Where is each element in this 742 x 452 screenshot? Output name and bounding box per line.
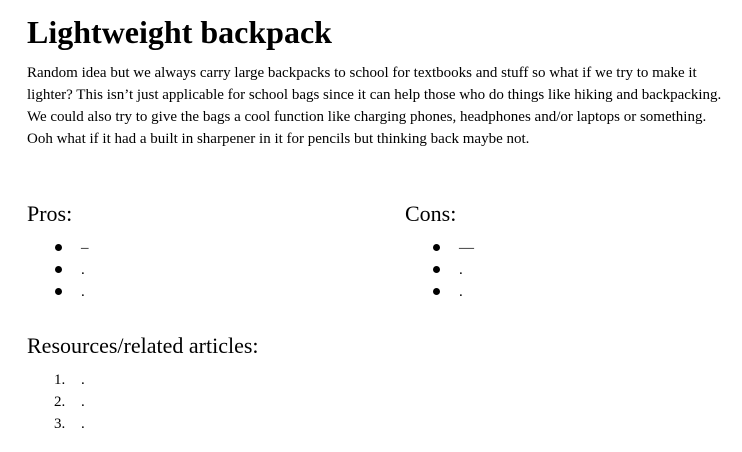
resources-section bbox=[27, 332, 627, 435]
cons-item-text: — bbox=[459, 240, 474, 256]
pros-list bbox=[27, 237, 327, 303]
bullet-icon bbox=[55, 266, 62, 273]
cons-list-item bbox=[405, 281, 705, 303]
pros-list-item bbox=[27, 259, 327, 281]
pros-list-item bbox=[27, 237, 327, 259]
cons-list-item bbox=[405, 259, 705, 281]
cons-item-text: . bbox=[459, 284, 463, 300]
resources-list bbox=[27, 369, 627, 435]
resources-item-text: . bbox=[81, 372, 85, 388]
cons-heading: Cons: bbox=[405, 201, 457, 226]
pros-item-text: – bbox=[81, 240, 89, 256]
cons-item-text: . bbox=[459, 262, 463, 278]
cons-list-item bbox=[405, 237, 705, 259]
bullet-icon bbox=[433, 288, 440, 295]
resources-list-item bbox=[27, 391, 627, 413]
bullet-icon bbox=[55, 244, 62, 251]
bullet-icon bbox=[433, 266, 440, 273]
list-number: 2. bbox=[54, 394, 66, 410]
page-title: Lightweight backpack bbox=[27, 14, 332, 50]
resources-item-text: . bbox=[81, 394, 85, 410]
description-paragraph: Random idea but we always carry large backpacks to school for textbooks and stuff so what if we try to make it lighter? This isn’t just applicable for school bags since it can help those who do things like hiking and backpacking. We could also try to give the bags a cool function like charging phones, headphones and/or laptops or something. Ooh what if it had a built in sharpener in it for pencils but thinking back maybe not. bbox=[27, 65, 722, 147]
cons-list bbox=[405, 237, 705, 303]
resources-heading: Resources/related articles: bbox=[27, 333, 259, 358]
cons-section bbox=[405, 200, 705, 303]
bullet-icon bbox=[433, 244, 440, 251]
pros-heading: Pros: bbox=[27, 201, 73, 226]
pros-section bbox=[27, 200, 327, 303]
pros-item-text: . bbox=[81, 284, 85, 300]
list-number: 3. bbox=[54, 416, 66, 432]
resources-list-item bbox=[27, 413, 627, 435]
pros-list-item bbox=[27, 281, 327, 303]
bullet-icon bbox=[55, 288, 62, 295]
pros-item-text: . bbox=[81, 262, 85, 278]
resources-list-item bbox=[27, 369, 627, 391]
resources-item-text: . bbox=[81, 416, 85, 432]
list-number: 1. bbox=[54, 372, 66, 388]
